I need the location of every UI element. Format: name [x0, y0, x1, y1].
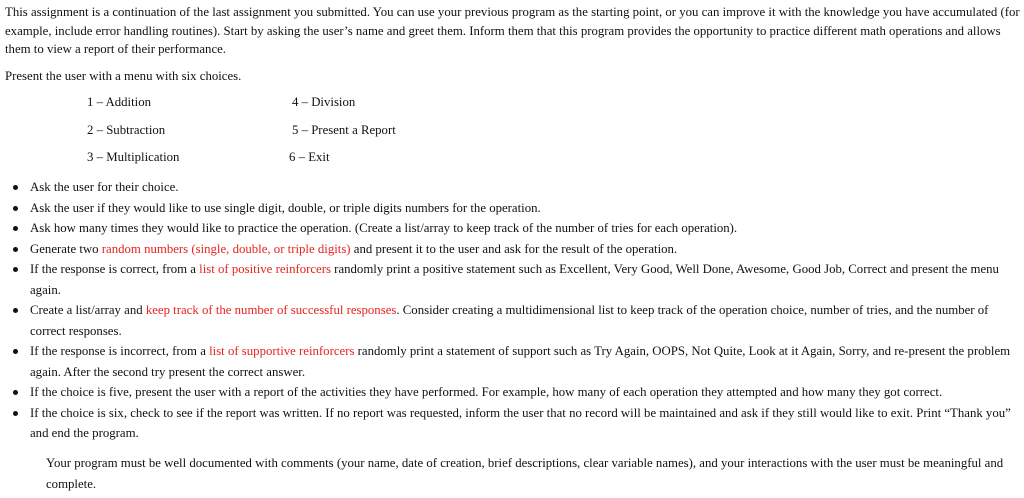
requirements-list: [5, 177, 1021, 444]
highlighted-text: list of supportive reinforcers: [209, 344, 355, 358]
bullet-icon: [13, 267, 18, 272]
bullet-icon: [13, 247, 18, 252]
list-item-text: Ask the user if they would like to use single digit, double, or triple digits numbers for the operation.: [30, 200, 541, 215]
list-item-text: Ask the user for their choice.: [30, 180, 179, 194]
list-item-text: Ask how many times they would like to practice the operation. (Create a list/array to keep track of the number of tries for each operation).: [30, 221, 738, 235]
menu-item-subtraction: 2 – Subtraction: [87, 123, 166, 137]
bullet-icon: [13, 308, 18, 313]
bullet-icon: [13, 185, 18, 190]
list-item: [5, 259, 1021, 300]
list-item-text: If the response is correct, from a: [30, 262, 200, 276]
list-item-text: and present it to the user and ask for the result of the operation.: [350, 241, 678, 256]
list-item: [5, 341, 1021, 382]
list-item: [5, 300, 1021, 341]
bullet-icon: [13, 206, 18, 211]
list-item-text: If the choice is five, present the user with a report of the activities they have performed. For example, how many of each operation they attempted and how many they got correct.: [30, 385, 943, 399]
list-item: [5, 177, 1021, 198]
list-item-text: Create a list/array and: [30, 303, 146, 317]
menu-item-multiplication: 3 – Multiplication: [87, 150, 180, 164]
highlighted-text: random numbers (single, double, or triple digits): [101, 241, 351, 256]
highlighted-text: keep track of the number of successful responses: [145, 303, 397, 317]
bullet-icon: [13, 411, 18, 416]
highlighted-text: list of positive reinforcers: [199, 262, 331, 276]
closing-paragraph: Your program must be well documented with comments (your name, date of creation, brief descriptions, clear variable names), and your interactions with the user must be meaningful and complete.: [46, 456, 1004, 491]
list-item: [5, 382, 1021, 403]
list-item-text: randomly print a positive statement such as Excellent, Very Good, Well Done, Awesome, Good Job, Correct and present the menu again.: [30, 262, 999, 297]
bullet-icon: [13, 390, 18, 395]
list-item-text: . Consider creating a multidimensional list to keep track of the operation choice, number of tries, and the number of correct responses.: [30, 303, 989, 338]
list-item-text: If the choice is six, check to see if the report was written. If no report was requested, inform the user that no record will be maintained and ask if they still would like to exit. Print “Thank you” and end the program.: [30, 405, 1011, 440]
bullet-icon: [13, 226, 18, 231]
intro-paragraph: This assignment is a continuation of the last assignment you submitted. You can use your previous program as the starting point, or you can improve it with the knowledge you have accumulated (for example, include error handling routines). Start by asking the user’s name and greet them. Inform them that this program provides the opportunity to practice different math operations and allows them to view a report of their performance.: [5, 5, 1020, 56]
bullet-icon: [13, 349, 18, 354]
list-item: [5, 198, 1021, 219]
menu-item-division: 4 – Division: [292, 95, 356, 109]
menu-item-addition: 1 – Addition: [87, 95, 151, 109]
list-item-text: If the response is incorrect, from a: [30, 344, 210, 358]
list-item-text: randomly print a statement of support such as Try Again, OOPS, Not Quite, Look at it Again, Sorry, and re-present the problem again. After the second try present the correct answer.: [30, 344, 1011, 379]
list-item: [5, 239, 1021, 260]
menu-item-exit: 6 – Exit: [289, 150, 330, 164]
menu-item-report: 5 – Present a Report: [292, 123, 396, 137]
list-item-text: Generate two: [30, 241, 102, 256]
menu-label: Present the user with a menu with six choices.: [5, 69, 242, 83]
list-item: [5, 218, 1021, 239]
list-item: [5, 403, 1021, 444]
